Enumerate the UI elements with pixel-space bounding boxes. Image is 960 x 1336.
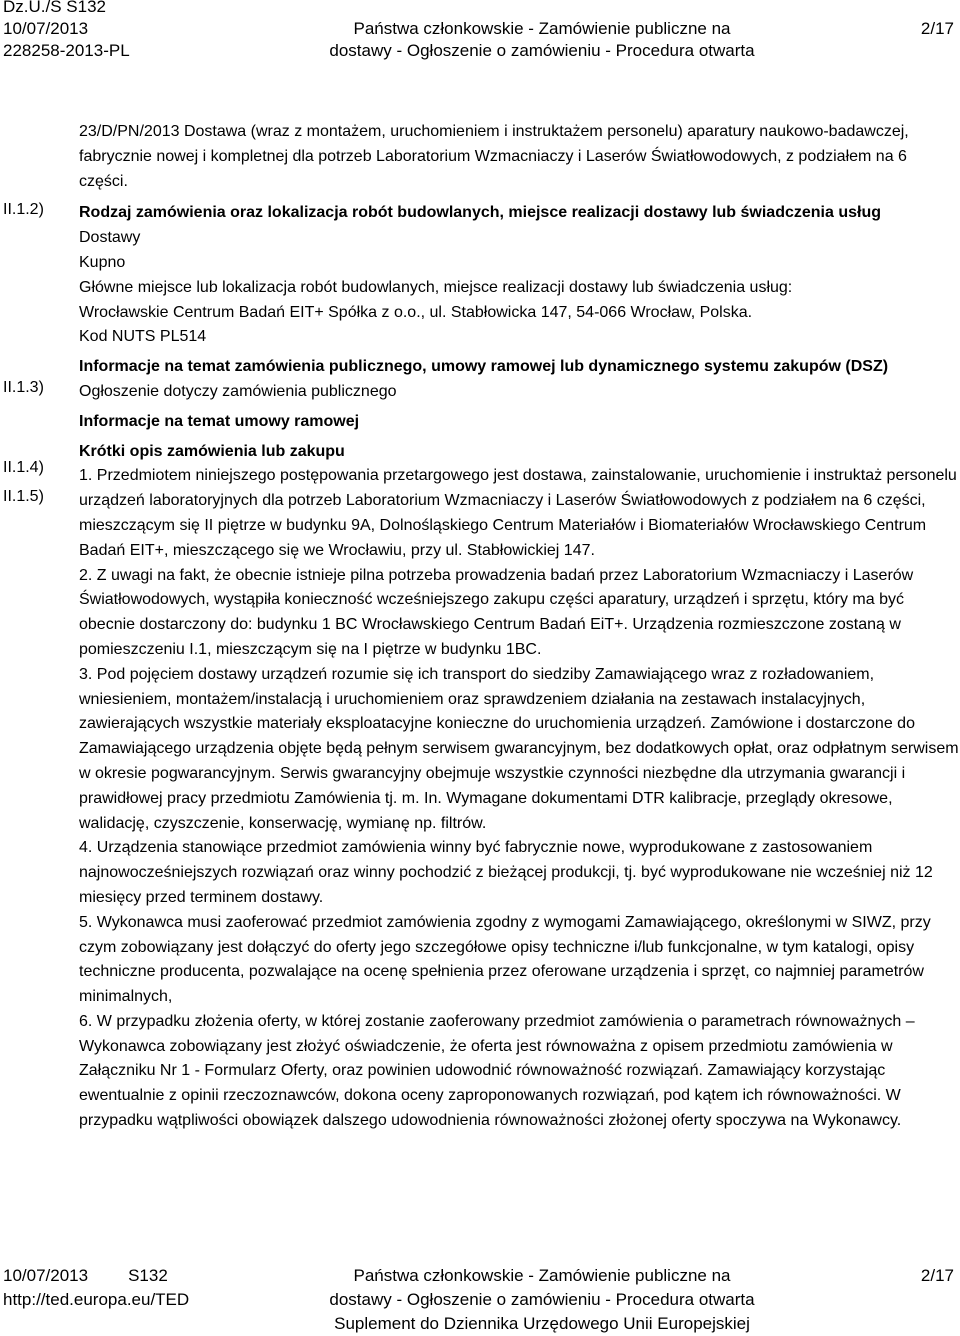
section-label-II-1-4: II.1.4) bbox=[3, 459, 44, 476]
contract-type: Dostawy bbox=[79, 229, 141, 247]
place-label: Główne miejsce lub lokalizacja robót budowlanych, miejsce realizacji dostawy lub świadczenia usług: bbox=[79, 278, 793, 296]
description-paragraph-6: 6. W przypadku złożenia oferty, w której zostanie zaoferowany przedmiot zamówienia o parametrach równoważnych – Wykonawca zobowiązany jest złożyć oświadczenie, że oferta jest równoważna z opisem przedmiotu zamówienia w Załączniku Nr 1 - Formularz Oferty, oraz powinien udowodnić równoważność rozwiązań. Zamawiający korzystając ewentualnie z opinii rzeczoznawców, dokona oceny zaproponowanych rozwiązań, pod kątem ich równoważności. W przypadku wątpliwości obowiązek dalszego udowodnienia równoważności złożonej oferty spoczywa na Wykonawcy. bbox=[79, 1012, 915, 1130]
page-footer bbox=[0, 1262, 960, 1334]
footer-date-series bbox=[3, 1264, 189, 1288]
section-label-II-1-2: II.1.2) bbox=[3, 201, 44, 218]
description-paragraph-3: 3. Pod pojęciem dostawy urządzeń rozumie się ich transport do siedziby Zamawiającego wraz z rozładowaniem, wniesieniem, montażem/instalacją i uruchomieniem oraz sprawdzeniem działania na zestawach instalacyjnych, zawierających wszystkie materiały eksploatacyjne konieczne do uruchomienia urządzeń. Zamówione i dostarczone do Zamawiającego urządzenia objęte będą pełnym serwisem gwarancyjnym, bez dodatkowych opłat, oraz odpłatnym serwisem w okresie pogwarancyjnym. Serwis gwarancyjny obejmuje wszystkie czynności niezbędne dla utrzymania gwarancji i prawidłowej pracy przedmiotu Zamówienia tj. m. In. Wymagane dokumentami DTR kalibracje, przeglądy okresowe, walidację, czyszczenie, konserwację, wymianę np. filtrów. bbox=[79, 665, 959, 832]
description-paragraph-2: 2. Z uwagi na fakt, że obecnie istnieje pilna potrzeba prowadzenia badań przez Laboratorium Wzmacniaczy i Laserów Światłowodowych, wystąpiła konieczność wcześniejszego zakupu części aparatury, urządzeń i sprzętu, który ma być obecnie dostarczony do: budynku 1 BC Wrocławskiego Centrum Badań EiT+. Urządzenia rozmieszczone zostaną w pomieszczeniu I.1, mieszczącym się na I piętrze w budynku 1BC. bbox=[79, 566, 914, 658]
section-II-1-3-value: Ogłoszenie dotyczy zamówienia publicznego bbox=[79, 382, 397, 400]
section-II-1-4-heading: Informacje na temat umowy ramowej bbox=[79, 412, 360, 430]
contract-title: 23/D/PN/2013 Dostawa (wraz z montażem, uruchomieniem i instruktażem personelu) aparatury naukowo-badawczej, fabrycznie nowej i kompletnej dla potrzeb Laboratorium Wzmacniaczy i Laserów Światłowodowych, z podziałem na 6 części. bbox=[79, 123, 909, 190]
notice-body bbox=[79, 120, 959, 1134]
header-date: 10/07/2013 bbox=[3, 19, 89, 38]
description-paragraph-4: 4. Urządzenia stanowiące przedmiot zamówienia winny być fabrycznie nowe, wyprodukowane z zastosowaniem najnowocześniejszych rozwiązań oraz winny pochodzić z bieżącej produkcji, tj. być wyprodukowane nie wcześniej niż 12 miesięcy przed terminem dostawy. bbox=[79, 839, 933, 906]
footer-url[interactable]: http://ted.europa.eu/TED bbox=[3, 1290, 190, 1309]
header-page-number: 2/17 bbox=[920, 19, 954, 38]
section-label-II-1-3: II.1.3) bbox=[3, 379, 44, 396]
section-label-II-1-5: II.1.5) bbox=[3, 488, 44, 505]
footer-title-line-1: Państwa członkowskie - Zamówienie publiczne na bbox=[353, 1266, 731, 1285]
footer-title bbox=[298, 1264, 786, 1336]
header-left bbox=[3, 0, 130, 62]
document-id: 228258-2013-PL bbox=[3, 41, 130, 60]
footer-left bbox=[3, 1264, 189, 1312]
nuts-code: Kod NUTS PL514 bbox=[79, 328, 207, 346]
purchase-mode: Kupno bbox=[79, 253, 126, 271]
place-value: Wrocławskie Centrum Badań EIT+ Spółka z o.o., ul. Stabłowicka 147, 54-066 Wrocław, Polska. bbox=[79, 303, 753, 321]
footer-title-line-3: Suplement do Dziennika Urzędowego Unii Europejskiej bbox=[334, 1314, 750, 1333]
description-paragraph-5: 5. Wykonawca musi zaoferować przedmiot zamówienia zgodny z wymogami Zamawiającego, określonymi w SIWZ, przy czym zobowiązany jest dołączyć do oferty jego szczegółowe opisy techniczne i/lub funkcjonalne, w tym katalogi, opisy techniczne producenta, pozwalające na ocenę spełnienia przez oferowane urządzenia i sprzęt, co najmniej parametrów minimalnych, bbox=[79, 913, 931, 1006]
section-II-1-2-heading: Rodzaj zamówienia oraz lokalizacja robót budowlanych, miejsce realizacji dostawy lub świadczenia usług bbox=[79, 204, 881, 222]
header-title-line-1: Państwa członkowskie - Zamówienie publiczne na bbox=[353, 19, 731, 38]
footer-title-line-2: dostawy - Ogłoszenie o zamówieniu - Procedura otwarta bbox=[329, 1290, 755, 1309]
footer-series: S132 bbox=[128, 1266, 168, 1285]
footer-page-number: 2/17 bbox=[920, 1266, 954, 1285]
page-header bbox=[0, 0, 960, 70]
journal-ref: Dz.U./S S132 bbox=[3, 0, 106, 16]
header-title bbox=[318, 18, 766, 62]
section-II-1-3-heading: Informacje na temat zamówienia publicznego, umowy ramowej lub dynamicznego systemu zakupów (DSZ) bbox=[79, 358, 889, 376]
footer-date: 10/07/2013 bbox=[3, 1266, 89, 1285]
header-title-line-2: dostawy - Ogłoszenie o zamówieniu - Procedura otwarta bbox=[329, 41, 755, 60]
section-II-1-5-heading: Krótki opis zamówienia lub zakupu bbox=[79, 442, 345, 460]
description-paragraph-1: 1. Przedmiotem niniejszego postępowania przetargowego jest dostawa, zainstalowanie, uruchomienie i instruktaż personelu urządzeń laboratoryjnych dla potrzeb Laboratorium Wzmacniaczy i Laserów Światłowodowych z podziałem na 6 części, mieszczącym się II piętrze w budynku 9A, Dolnośląskiego Centrum Materiałów i Biomateriałów Wrocławskiego Centrum Badań EIT+, mieszczącego się we Wrocławiu, przy ul. Stabłowickiej 147. bbox=[79, 467, 957, 559]
